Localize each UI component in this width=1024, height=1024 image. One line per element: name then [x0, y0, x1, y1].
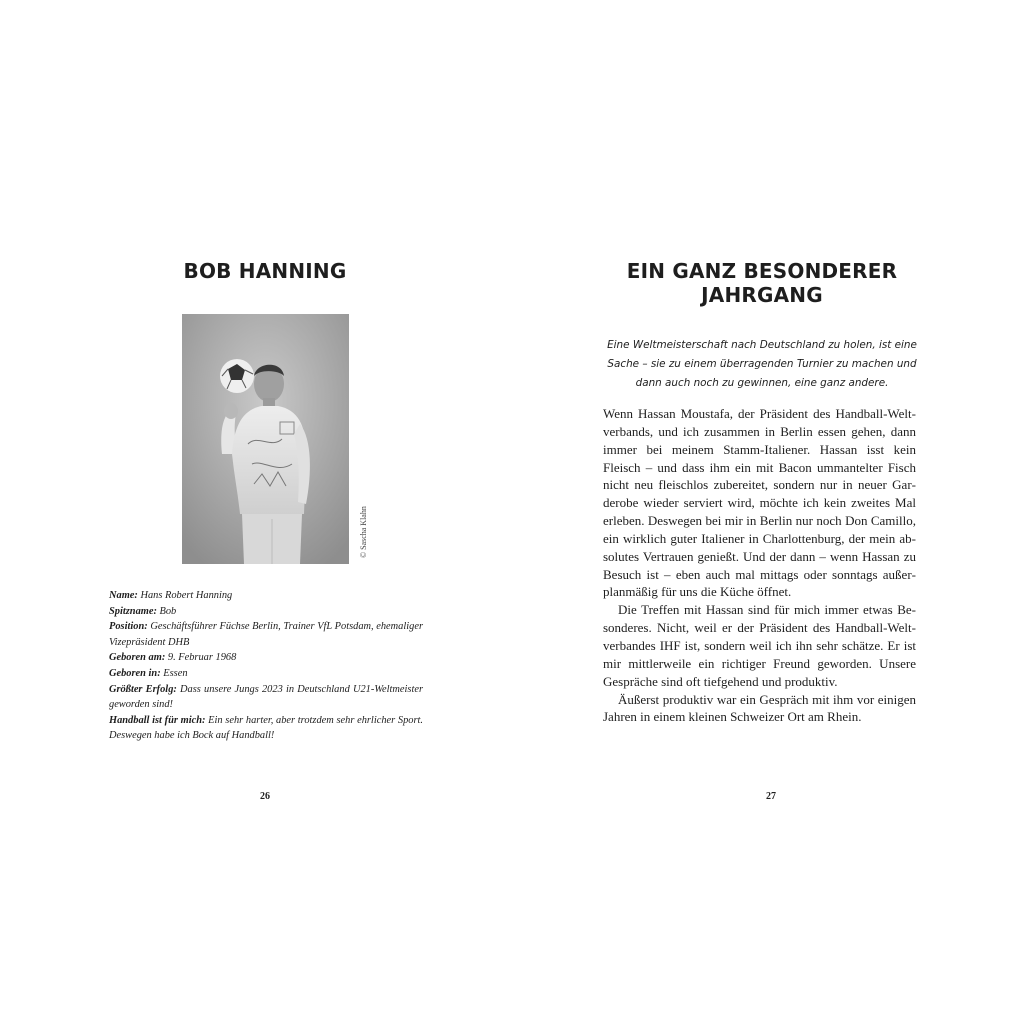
paragraph: Äußerst produktiv war ein Gespräch mit ihm vor einigen Jahren in einem kleinen Schweizer Ort am Rhein.	[603, 691, 916, 725]
paragraph: Wenn Hassan Moustafa, der Präsident des Handball-Weltverbands, und ich zusammen in Berlin essen gehen, dann immer bei meinem Stamm-Italiener. Hassan isst kein Fleisch – und dass ihm ein mit Bacon ummantelter Fisch nicht neu fleischlos zubereitet, sondern nur in neuer Garderobe wieder serviert wird, möchte ich kein zweites Mal erleben. Deswegen bei mir in Berlin nur noch Don Camillo, ein wirklich guter Italiener in Charlottenburg, der mein absolutes Vertrauen genießt. Und der dann – wenn Hassan zu Besuch ist – eben auch mal mittags oder sonntags außerplanmäßig für uns die Küche öffnet.	[603, 406, 916, 600]
paragraph: Die Treffen mit Hassan sind für mich immer etwas Besonderes. Nicht, weil er der Präsident des Handball-Weltverbandes IHF ist, sondern weil ich ihn sehr schätze. Er ist mir mittlerweile ein richtiger Freund geworden. Unsere Gespräche sind oft tiefgehend und produktiv.	[603, 602, 916, 689]
profile-entry	[109, 650, 423, 666]
profile-value: Ein sehr harter, aber trotzdem sehr ehrlicher Sport. Deswegen habe ich Bock auf Handball!	[109, 714, 423, 742]
profile-label: Geboren in:	[109, 667, 161, 679]
profile-entry	[109, 604, 423, 620]
profile-entry	[109, 588, 423, 604]
profile-label: Name:	[109, 590, 138, 601]
profile-value: Geschäftsführer Füchse Berlin, Trainer VfL Potsdam, ehemaliger Vizepräsident DHB	[109, 621, 423, 648]
profile-label: Position:	[109, 621, 148, 633]
profile-entry	[109, 666, 423, 682]
profile-label: Geboren am:	[109, 652, 166, 664]
profile-entry	[109, 619, 423, 650]
page-title: BOB HANNING	[183, 259, 347, 283]
profile-value: Dass unsere Jungs 2023 in Deutschland U21-Weltmeister geworden sind!	[109, 683, 423, 711]
profile-entry	[109, 682, 423, 713]
page-number: 27	[766, 791, 776, 802]
profile-value: Essen	[160, 667, 188, 679]
chapter-title: EIN GANZ BESONDERER JAHRGANG	[626, 259, 898, 307]
profile-label: Handball ist für mich:	[109, 714, 206, 726]
profile-value: Bob	[156, 605, 177, 617]
profile-label: Größter Erfolg:	[109, 683, 177, 695]
chapter-lead: Eine Weltmeisterschaft nach Deutschland zu holen, ist eine Sache – sie zu einem überragenden Turnier zu machen und dann auch noch zu gewinnen, eine ganz andere.	[607, 339, 917, 389]
profile-entry	[109, 713, 423, 744]
profile-facts	[109, 588, 423, 744]
page-number: 26	[260, 791, 270, 802]
right-page	[512, 0, 1024, 1024]
portrait-photo	[182, 314, 349, 564]
body-text	[603, 405, 916, 726]
photo-credit: © Sascha Klahn	[359, 506, 368, 558]
profile-value: 9. Februar 1968	[165, 652, 237, 664]
profile-label: Spitzname:	[109, 605, 157, 617]
profile-value: Hans Robert Hanning	[137, 590, 233, 601]
